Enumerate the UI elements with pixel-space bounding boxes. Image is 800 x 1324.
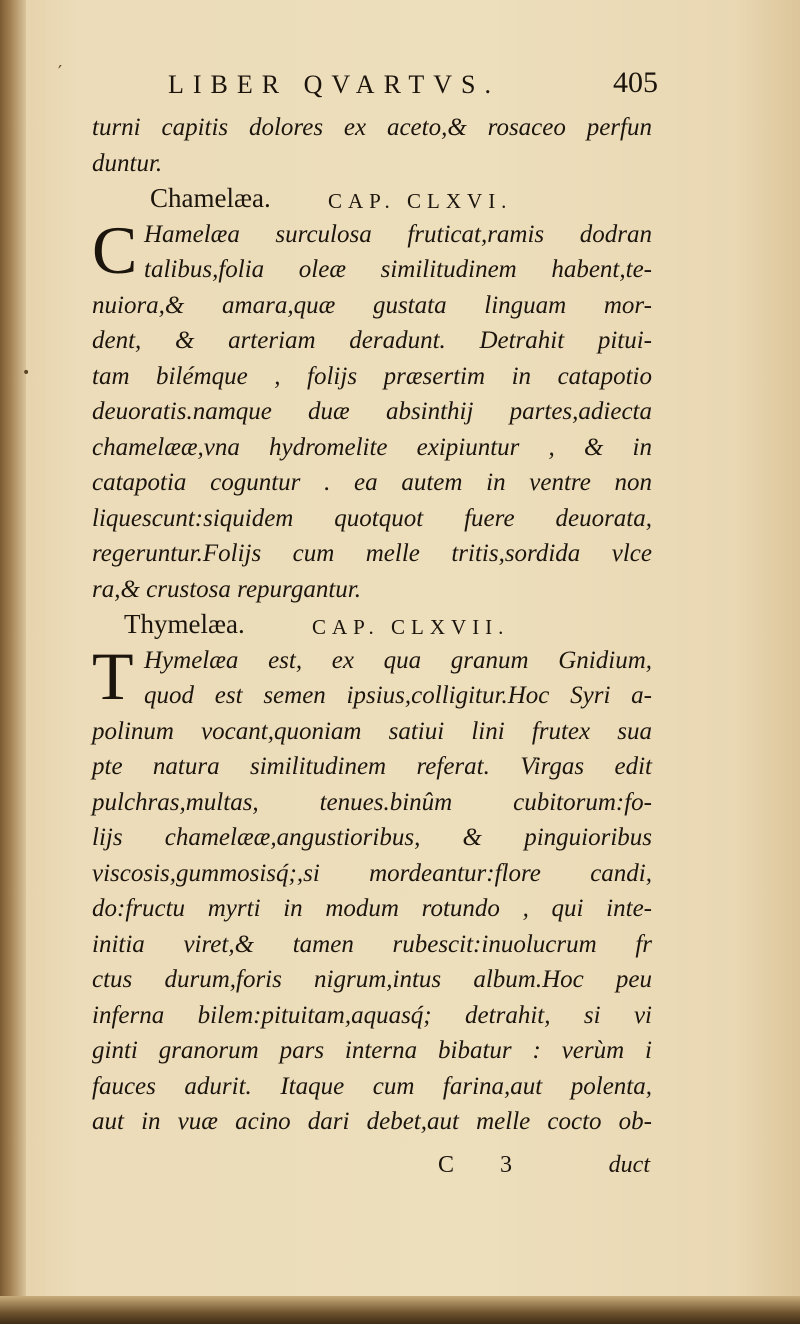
drop-cap: C [92, 211, 138, 288]
running-title: LIBER QVARTVS. [168, 70, 500, 99]
text-line: ginti granorum pars interna bibatur : verùm i [92, 1037, 652, 1064]
text-line: ctus durum,foris nigrum,intus album.Hoc peu [92, 966, 652, 993]
drop-cap: T [92, 637, 134, 714]
text-line: inferna bilem:pituitam,aquasq́; detrahit, si vi [92, 1001, 652, 1029]
signature-mark: C 3 [438, 1152, 533, 1178]
text-line: turni capitis dolores ex aceto,& rosaceo perfun [92, 114, 652, 141]
text-line: chamelææ,vna hydromelite exipiuntur , & in [92, 433, 652, 461]
text-line: aut in vuæ acino dari debet,aut melle cocto ob- [92, 1108, 652, 1135]
chapter-number: CAP. CLXVI. [328, 189, 513, 213]
page-footer [430, 1152, 650, 1192]
text-line: talibus,folia oleæ similitudinem habent,te- [144, 256, 652, 283]
chapter-heading [92, 607, 652, 643]
page-text [92, 110, 652, 1140]
gutter-dot: • [22, 365, 31, 381]
text-line: deuoratis.namque duæ absinthij partes,adiecta [92, 398, 652, 425]
chapter-heading [92, 181, 652, 217]
page-number: 405 [613, 66, 658, 99]
catchword: duct [608, 1152, 650, 1178]
text-line: liquescunt:siquidem quotquot fuere deuorata, [92, 504, 652, 532]
margin-mark: ′ [58, 62, 63, 83]
text-line: do:fructu myrti in modum rotundo , qui inte- [92, 895, 652, 922]
chapter-number: CAP. CLXVII. [312, 615, 510, 639]
text-line: regeruntur.Folijs cum melle tritis,sordida vlce [92, 540, 652, 567]
text-line: duntur. [92, 149, 163, 177]
text-line: catapotia coguntur . ea autem in ventre non [92, 469, 652, 496]
page-bottom-edge [0, 1296, 800, 1324]
text-line: fauces adurit. Itaque cum farina,aut polenta, [92, 1072, 652, 1100]
text-line: viscosis,gummosisq́;,si mordeantur:flore candi, [92, 859, 652, 887]
chapter-title: Thymelæa. [124, 609, 245, 639]
page-header [168, 66, 668, 106]
text-line: lijs chamelææ,angustioribus, & pinguioribus [92, 824, 652, 851]
text-line: pulchras,multas, tenues.binûm cubitorum:fo- [92, 788, 652, 816]
text-line: quod est semen ipsius,colligitur.Hoc Syri a- [144, 682, 652, 709]
text-line: nuiora,& amara,quæ gustata linguam mor- [92, 291, 652, 319]
text-line: polinum vocant,quoniam satiui lini frutex sua [92, 717, 652, 745]
book-gutter [0, 0, 26, 1324]
chapter-title: Chamelæa. [150, 183, 271, 213]
text-line: Hymelæa est, ex qua granum Gnidium, [144, 646, 652, 674]
text-line: ra,& crustosa repurgantur. [92, 575, 362, 603]
text-line: dent, & arteriam deradunt. Detrahit pitui- [92, 327, 652, 354]
text-line: pte natura similitudinem referat. Virgas edit [92, 753, 652, 780]
text-line: Hamelæa surculosa fruticat,ramis dodran [144, 220, 652, 248]
text-line: tam bilémque , folijs præsertim in catapotio [92, 362, 652, 390]
chapter-paragraph [92, 211, 652, 608]
text-line: initia viret,& tamen rubescit:inuolucrum fr [92, 930, 652, 958]
chapter-paragraph [92, 637, 652, 1140]
